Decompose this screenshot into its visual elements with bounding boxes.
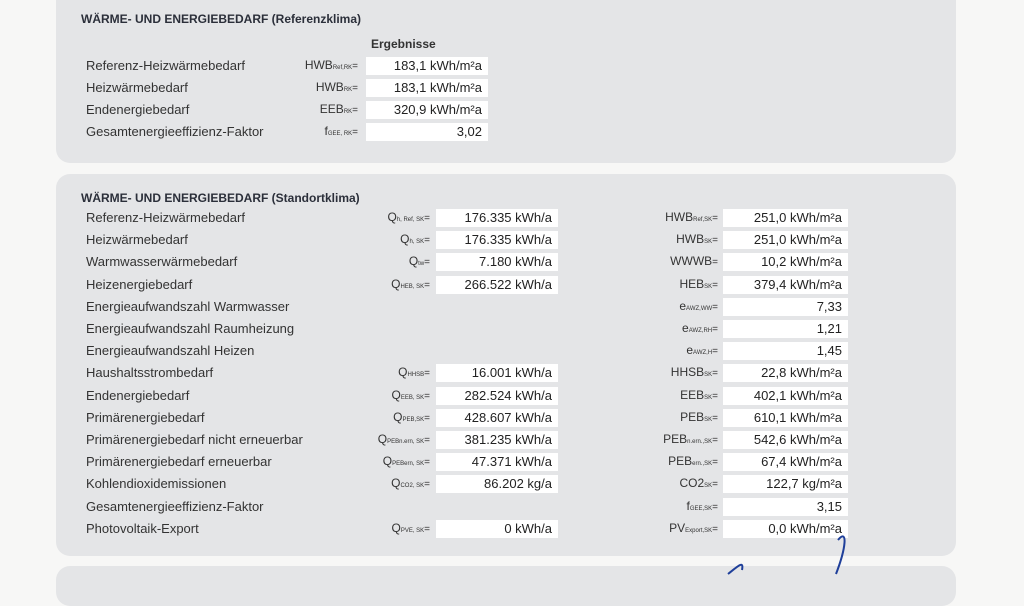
s2-row-right-symbol-base: CO2: [679, 476, 705, 491]
s2-row-right-value: 379,4 kWh/m²a: [723, 276, 848, 294]
s2-row-left-symbol: [393, 410, 430, 424]
section1-title: WÄRME- UND ENERGIEBEDARF (Referenzklima): [81, 12, 362, 26]
s2-row-right-symbol: [676, 232, 718, 246]
section2-title: WÄRME- UND ENERGIEBEDARF (Standortklima): [81, 191, 360, 205]
s2-row-right-symbol-base: PEB: [668, 454, 693, 469]
s2-row-left-symbol: [391, 521, 430, 535]
s2-row-right-symbol-equals: =: [712, 523, 718, 535]
s2-row-left-value: 381.235 kWh/a: [436, 431, 558, 449]
s2-row-right-symbol-subscript: ern.,SK: [692, 461, 713, 468]
s2-row-left-symbol: [409, 254, 430, 268]
s2-row-right-symbol-equals: =: [712, 368, 718, 380]
s2-row-right-symbol-equals: =: [712, 390, 718, 402]
s1-row-label: Endenergiebedarf: [86, 102, 190, 117]
s2-row-right-value: 3,15: [723, 498, 848, 516]
s2-row-label: Gesamtenergieeffizienz-Faktor: [86, 498, 264, 514]
s2-row-label: Heizwärmebedarf: [86, 232, 188, 248]
s2-row-right-symbol-subscript: AWZ,RH: [688, 328, 713, 334]
s1-row-value: 320,9 kWh/m²a: [366, 101, 488, 119]
s1-row-label: Heizwärmebedarf: [86, 80, 188, 95]
s2-row-right-value: 10,2 kWh/m²a: [723, 253, 848, 271]
s2-row-left-symbol-subscript: CO2, SK: [400, 483, 425, 490]
s2-row-label: Photovoltaik-Export: [86, 520, 199, 536]
s1-row-symbol-subscript: RK: [343, 87, 353, 93]
s2-row-left-symbol-base: Q: [391, 520, 401, 535]
s2-row-left-symbol: [383, 454, 430, 468]
s1-row-value: 3,02: [366, 123, 488, 141]
s2-row-left-value: 176.335 kWh/a: [436, 209, 558, 227]
s2-row-left-value: 176.335 kWh/a: [436, 231, 558, 249]
s2-row-left-symbol-subscript: tw: [418, 261, 425, 268]
s2-row-left-symbol-equals: =: [424, 479, 430, 491]
s2-row-left-value: 7.180 kWh/a: [436, 253, 558, 271]
s2-row-right-symbol-base: e: [682, 321, 689, 335]
s2-row-left-symbol-base: Q: [398, 365, 408, 380]
s2-row-right-symbol: [671, 365, 718, 379]
s1-row-label: Referenz-Heizwärmebedarf: [86, 58, 245, 73]
s2-row-right-symbol-subscript: SK: [704, 283, 713, 290]
s2-row-label: Haushaltsstrombedarf: [86, 365, 214, 381]
s2-row-right-symbol: [679, 476, 718, 490]
s2-row-right-symbol-base: e: [686, 343, 694, 358]
s2-row-left-value: 428.607 kWh/a: [436, 409, 558, 427]
s2-row-right-symbol: [679, 299, 718, 313]
results-header: Ergebnisse: [371, 37, 436, 51]
s2-row-right-symbol-equals: =: [712, 213, 718, 224]
s1-row-symbol-equals: =: [352, 61, 358, 72]
s2-row-label: Referenz-Heizwärmebedarf: [86, 210, 245, 225]
s2-row-left-symbol-base: Q: [377, 432, 388, 446]
s2-row-right-symbol-base: HWB: [676, 232, 705, 247]
s2-row-right-symbol-base: HWB: [665, 210, 694, 224]
s2-row-right-symbol: [682, 321, 718, 335]
s2-row-right-symbol: [686, 343, 718, 357]
s2-row-left-symbol-subscript: PVE, SK: [400, 527, 425, 534]
s2-row-right-symbol: [680, 410, 718, 424]
s2-row-left-symbol-base: Q: [391, 387, 401, 402]
s2-row-right-symbol-subscript: AWZ,WW: [686, 305, 713, 312]
s2-row-left-value: 86.202 kg/a: [436, 475, 558, 493]
s2-row-label: Heizenergiebedarf: [86, 276, 193, 292]
s2-row-left-symbol-subscript: h, SK: [409, 239, 425, 246]
s2-row-left-symbol-equals: =: [424, 213, 430, 224]
s2-row-right-symbol-subscript: SK: [704, 372, 713, 379]
s2-row-left-symbol-subscript: PEBern, SK: [392, 461, 425, 468]
s1-row-symbol-base: HWB: [315, 80, 344, 94]
s2-row-left-symbol: [378, 432, 430, 446]
s2-row-right-symbol: [680, 388, 718, 402]
s2-row-right-symbol-equals: =: [712, 279, 718, 291]
s2-row-right-symbol: [686, 499, 718, 513]
s1-row-value: 183,1 kWh/m²a: [366, 57, 488, 75]
s2-row-left-symbol-subscript: HEB, SK: [400, 283, 425, 290]
s1-row-symbol: [316, 80, 358, 94]
s2-row-left-symbol-base: Q: [382, 454, 393, 469]
s2-row-left-symbol: [398, 365, 430, 379]
signature-stroke: [720, 530, 870, 576]
s2-row-right-symbol-equals: =: [712, 346, 718, 358]
s2-row-left-symbol-equals: =: [424, 457, 430, 469]
s2-row-right-value: 542,6 kWh/m²a: [723, 431, 848, 449]
s1-row-symbol: [320, 102, 358, 116]
s2-row-right-symbol-base: WWWB: [670, 254, 713, 269]
s1-row-label: Gesamtenergieeffizienz-Faktor: [86, 124, 264, 139]
s2-row-right-symbol-equals: =: [712, 479, 718, 491]
s2-row-label: Energieaufwandszahl Raumheizung: [86, 321, 295, 336]
s2-row-left-symbol-equals: =: [424, 390, 430, 402]
s2-row-left-symbol: [400, 232, 430, 246]
s2-row-left-symbol-subscript: PEB,SK: [402, 416, 425, 423]
s2-row-right-symbol-subscript: Export,SK: [685, 527, 713, 534]
s2-row-right-symbol-subscript: SK: [704, 239, 713, 246]
s2-row-left-symbol-equals: =: [424, 235, 430, 247]
s2-row-right-symbol-equals: =: [712, 501, 718, 513]
s2-row-left-symbol-base: Q: [387, 210, 397, 224]
s1-row-symbol-base: HWB: [304, 58, 333, 72]
s2-row-left-symbol-base: Q: [391, 476, 401, 491]
s2-row-right-value: 122,7 kg/m²a: [723, 475, 848, 493]
s2-row-right-symbol-equals: =: [712, 457, 718, 469]
s2-row-label: Primärenergiebedarf erneuerbar: [86, 454, 272, 470]
s2-row-right-symbol-base: e: [679, 298, 687, 313]
s1-row-symbol: [305, 58, 358, 72]
s2-row-left-symbol: [391, 388, 430, 402]
s2-row-right-symbol-subscript: n.ern.,SK: [687, 439, 713, 445]
s2-row-right-symbol: [668, 454, 718, 468]
s2-row-right-symbol-equals: =: [712, 324, 718, 335]
s1-row-symbol-subscript: RK: [343, 109, 353, 115]
s2-row-label: Primärenergiebedarf: [86, 409, 205, 425]
s2-row-right-value: 610,1 kWh/m²a: [723, 409, 848, 427]
s2-row-left-symbol-equals: =: [424, 523, 430, 535]
s2-row-left-symbol-base: Q: [391, 276, 401, 291]
reference-climate-panel: [56, 0, 956, 163]
s2-row-right-value: 67,4 kWh/m²a: [723, 453, 848, 471]
s1-row-symbol-subscript: GEE, RK: [327, 131, 353, 137]
s2-row-left-symbol-subscript: HHSB: [407, 372, 425, 379]
s2-row-left-symbol-subscript: EEB, SK: [400, 394, 425, 401]
s2-row-right-symbol-equals: =: [712, 435, 718, 446]
s2-row-left-symbol-equals: =: [424, 368, 430, 380]
s2-row-right-value: 402,1 kWh/m²a: [723, 387, 848, 405]
s2-row-label: Warmwasserwärmebedarf: [86, 254, 238, 270]
s2-row-right-symbol-equals: =: [712, 235, 718, 247]
s2-row-right-symbol: [663, 432, 718, 446]
s2-row-label: Kohlendioxidemissionen: [86, 476, 227, 492]
s2-row-right-symbol-base: PEB: [680, 409, 705, 424]
s2-row-left-symbol: [391, 277, 430, 291]
s2-row-right-value: 0,0 kWh/m²a: [723, 520, 848, 538]
s2-row-right-symbol-equals: =: [712, 412, 718, 424]
s2-row-right-value: 1,45: [723, 342, 848, 360]
s2-row-right-value: 251,0 kWh/m²a: [723, 231, 848, 249]
s2-row-left-symbol-base: Q: [393, 409, 403, 424]
s2-row-right-symbol: [679, 277, 718, 291]
s2-row-left-symbol-base: Q: [400, 232, 410, 247]
s2-row-right-symbol-base: HHSB: [670, 365, 705, 380]
s1-row-symbol-base: EEB: [319, 102, 344, 116]
s2-row-right-symbol: [670, 254, 718, 268]
s2-row-right-symbol-equals: =: [712, 257, 718, 269]
s1-row-symbol-equals: =: [352, 127, 358, 138]
s2-row-left-value: 0 kWh/a: [436, 520, 558, 538]
s2-row-right-symbol-base: PV: [669, 520, 686, 535]
s2-row-left-symbol: [387, 210, 430, 224]
s2-row-left-symbol-equals: =: [424, 412, 430, 424]
s2-row-right-symbol-base: EEB: [680, 387, 705, 402]
s1-row-symbol: [324, 124, 358, 138]
s2-row-right-symbol-equals: =: [712, 301, 718, 313]
s2-row-left-symbol-subscript: PEBn.ern, SK: [387, 439, 425, 445]
s2-row-label: Energieaufwandszahl Heizen: [86, 343, 255, 359]
s2-row-left-symbol-equals: =: [424, 257, 430, 269]
s2-row-left-symbol-equals: =: [424, 279, 430, 291]
s2-row-right-value: 1,21: [723, 320, 848, 338]
s2-row-right-value: 251,0 kWh/m²a: [723, 209, 848, 227]
s2-row-left-symbol: [391, 476, 430, 490]
s2-row-left-symbol-subscript: h, Ref, SK: [396, 217, 425, 223]
site-climate-panel: [56, 174, 956, 556]
s1-row-symbol-equals: =: [352, 83, 358, 94]
s2-row-label: Endenergiebedarf: [86, 387, 190, 403]
s2-row-right-symbol-subscript: Ref,SK: [693, 217, 713, 223]
s1-row-symbol-equals: =: [352, 105, 358, 116]
s2-row-left-value: 266.522 kWh/a: [436, 276, 558, 294]
s2-row-left-symbol-equals: =: [424, 435, 430, 446]
s2-row-right-symbol-subscript: SK: [704, 416, 713, 423]
s2-row-right-symbol-base: PEB: [663, 432, 688, 446]
s2-row-right-symbol-base: f: [686, 498, 690, 513]
s2-row-right-symbol: [665, 210, 718, 224]
s1-row-symbol-base: f: [324, 124, 328, 138]
s2-row-right-symbol-subscript: SK: [704, 394, 713, 401]
s2-row-right-symbol-subscript: AWZ,H: [693, 350, 713, 357]
s1-row-symbol-subscript: Ref,RK: [332, 65, 353, 71]
s1-row-value: 183,1 kWh/m²a: [366, 79, 488, 97]
s2-row-right-value: 7,33: [723, 298, 848, 316]
s2-row-right-value: 22,8 kWh/m²a: [723, 364, 848, 382]
s2-row-right-symbol-subscript: GEE,SK: [689, 505, 713, 512]
s2-row-right-symbol-subscript: SK: [704, 483, 713, 490]
s2-row-left-value: 282.524 kWh/a: [436, 387, 558, 405]
s2-row-label: Energieaufwandszahl Warmwasser: [86, 298, 290, 314]
s2-row-left-symbol-base: Q: [408, 254, 419, 269]
s2-row-left-value: 47.371 kWh/a: [436, 453, 558, 471]
s2-row-left-value: 16.001 kWh/a: [436, 364, 558, 382]
s2-row-label: Primärenergiebedarf nicht erneuerbar: [86, 432, 303, 447]
s2-row-right-symbol-base: HEB: [679, 276, 705, 291]
s2-row-right-symbol: [669, 521, 718, 535]
